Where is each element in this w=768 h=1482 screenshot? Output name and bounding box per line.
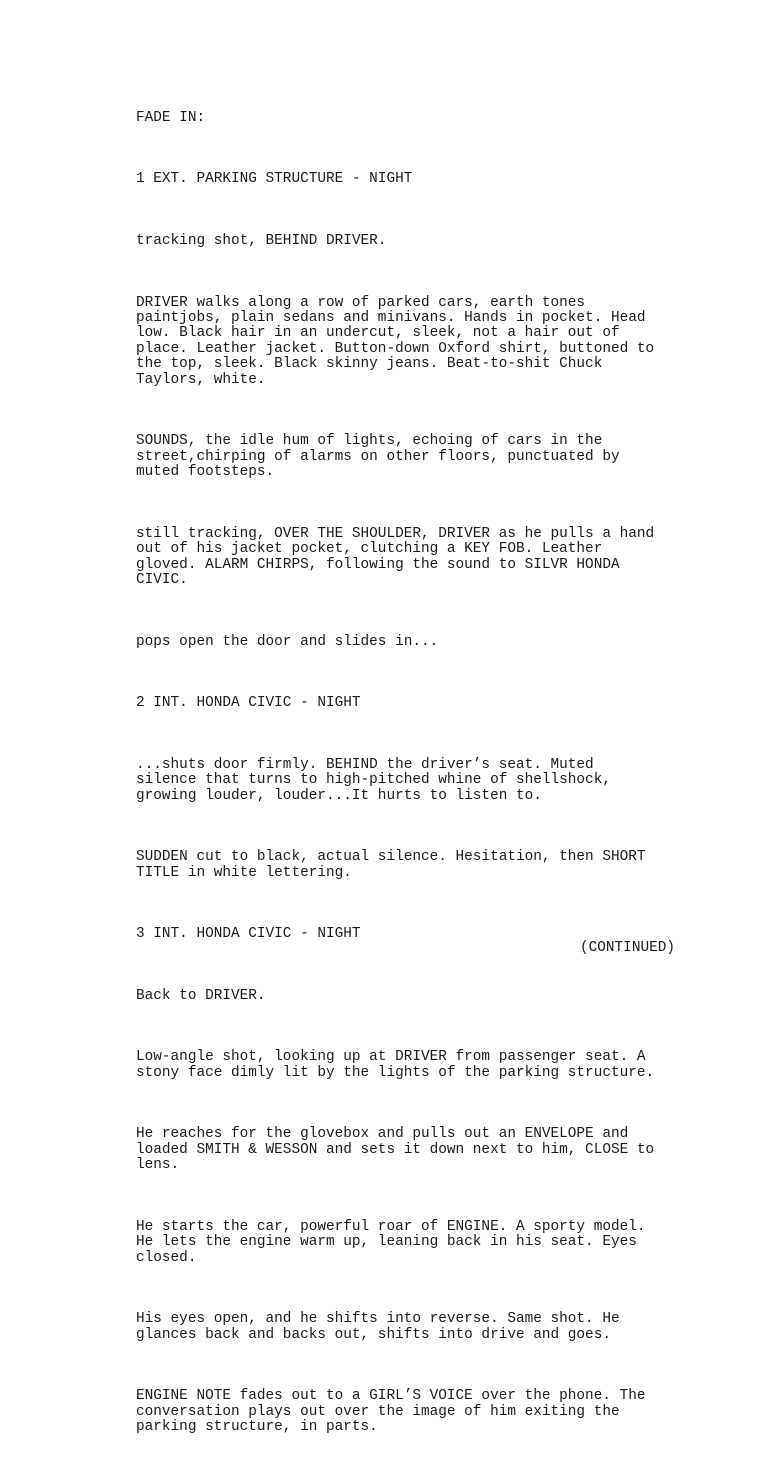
action-paragraph: He starts the car, powerful roar of ENGINE. A sporty model. He lets the engine warm up, leaning back in his seat. Eyes closed. (136, 1218, 646, 1266)
screenplay-body (136, 80, 692, 1482)
action-paragraph: Back to DRIVER. (136, 987, 266, 1004)
action-paragraph: DRIVER walks along a row of parked cars, earth tones paintjobs, plain sedans and minivans. Hands in pocket. Head low. Black hair in an undercut, sleek, not a hair out of place. Leather jacket. Button-down Oxford shirt, buttoned to the top, sleek. Black skinny jeans. Beat-to-shit Chuck Taylors, white. (136, 294, 655, 388)
action-paragraph: Low-angle shot, looking up at DRIVER from passenger seat. A stony face dimly lit by the lights of the parking structure. (136, 1049, 655, 1081)
action-paragraph: SOUNDS, the idle hum of lights, echoing of cars in the street,chirping of alarms on other floors, punctuated by muted footsteps. (136, 433, 620, 481)
scene-heading-1: 1 EXT. PARKING STRUCTURE - NIGHT (136, 171, 413, 188)
action-paragraph: tracking shot, BEHIND DRIVER. (136, 233, 387, 250)
action-paragraph: SUDDEN cut to black, actual silence. Hesitation, then SHORT TITLE in white lettering. (136, 849, 646, 881)
action-paragraph: ...shuts door firmly. BEHIND the driver’s seat. Muted silence that turns to high-pitched whine of shellshock, growing louder, louder...It hurts to listen to. (136, 756, 611, 804)
scene-heading-2: 2 INT. HONDA CIVIC - NIGHT (136, 695, 361, 712)
action-paragraph: still tracking, OVER THE SHOULDER, DRIVER as he pulls a hand out of his jacket pocket, clutching a KEY FOB. Leather gloved. ALARM CHIRPS, following the sound to SILVR HONDA CIVIC. (136, 525, 655, 588)
action-paragraph: His eyes open, and he shifts into reverse. Same shot. He glances back and backs out, shifts into drive and goes. (136, 1311, 620, 1343)
scene-heading-3: 3 INT. HONDA CIVIC - NIGHT (136, 926, 361, 943)
action-paragraph: pops open the door and slides in... (136, 633, 439, 650)
action-paragraph: He reaches for the glovebox and pulls out an ENVELOPE and loaded SMITH & WESSON and sets it down next to him, CLOSE to lens. (136, 1126, 655, 1174)
transition-fade-in: FADE IN: (136, 109, 206, 126)
action-paragraph: ENGINE NOTE fades out to a GIRL’S VOICE over the phone. The conversation plays out over the image of him exiting the parking structure, in parts. (136, 1388, 646, 1436)
continued-marker: (CONTINUED) (580, 940, 675, 956)
